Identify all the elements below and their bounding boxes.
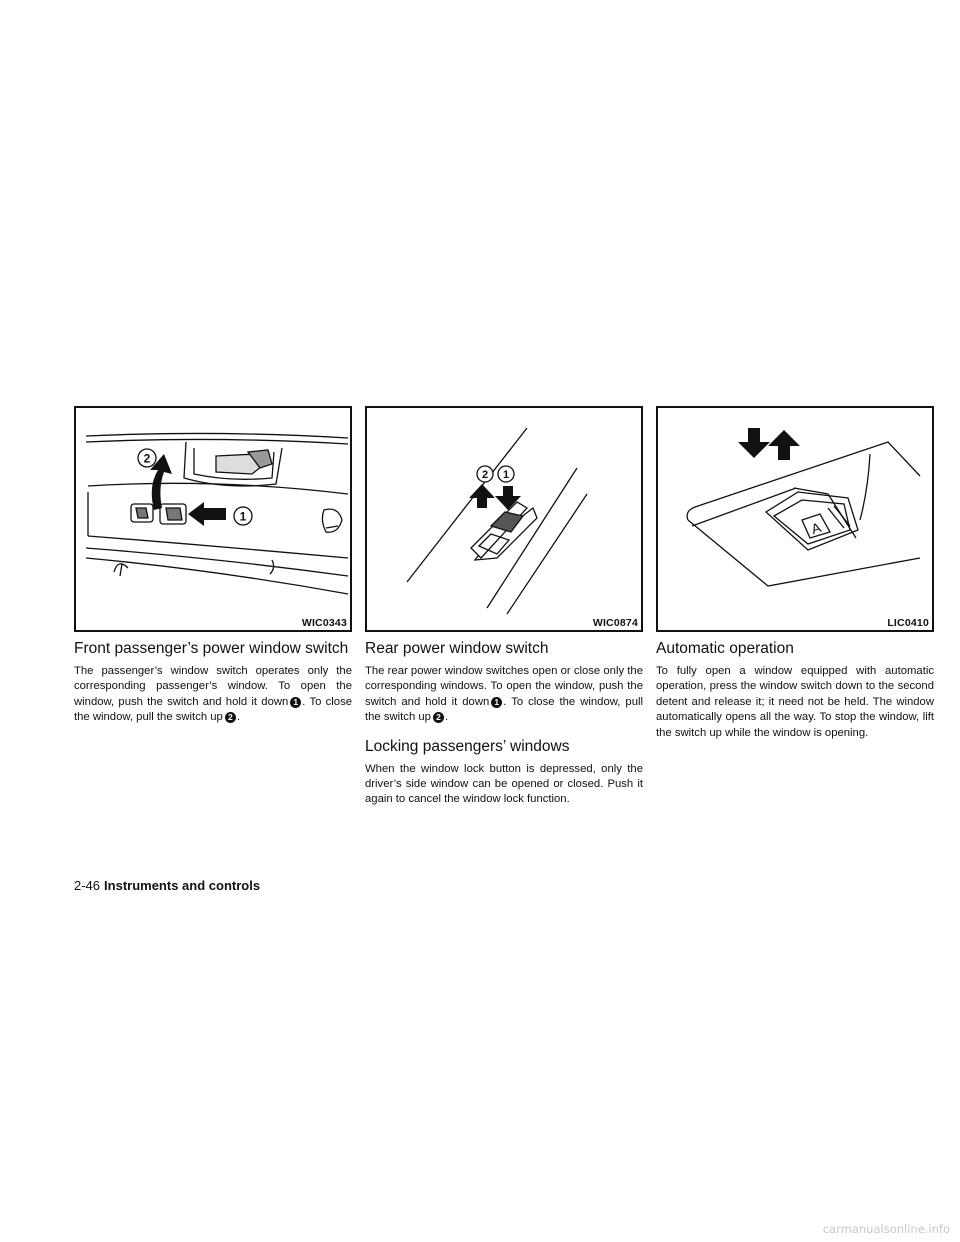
- section-name: Instruments and controls: [104, 878, 261, 893]
- section-body: When the window lock button is depressed, only the driver’s side window can be opened or closed. Push it again to cancel the window lock function.: [365, 762, 643, 806]
- section-title: Front passenger’s power window switch: [74, 640, 349, 657]
- page-number: 2-46: [74, 878, 101, 893]
- marker-2: 2: [225, 712, 236, 723]
- switch-label: A: [809, 518, 823, 538]
- figure-code: WIC0343: [301, 617, 347, 629]
- rear-switch-illustration: [367, 408, 641, 630]
- page-footer: [74, 878, 260, 893]
- column-automatic: [656, 406, 934, 741]
- figure-code: WIC0874: [592, 617, 638, 629]
- figure-rear-window-switch: [365, 406, 643, 632]
- front-door-switch-illustration: [76, 408, 350, 630]
- marker-1: 1: [290, 697, 301, 708]
- column-front-passenger: [74, 406, 352, 726]
- section-body: The passenger’s window switch operates only the corresponding passenger’s window. To open the window, push the switch and hold it down 1 . To close the window, pull the switch up 2 .: [74, 665, 353, 724]
- automatic-switch-illustration: [658, 408, 932, 630]
- column-rear-window: [365, 406, 643, 808]
- callout-2: 2: [143, 451, 151, 466]
- section-title: Locking passengers’ windows: [365, 737, 570, 755]
- watermark[interactable]: carmanualsonline.info: [822, 1222, 950, 1236]
- figure-automatic-switch: [656, 406, 934, 632]
- callout-2: 2: [481, 469, 489, 481]
- section-title: Rear power window switch: [365, 640, 549, 657]
- section-body: The rear power window switches open or close only the corresponding windows. To open the window, push the switch and hold it down 1 . To close the window, pull the switch up 2 .: [365, 665, 643, 724]
- marker-2: 2: [433, 712, 444, 723]
- figure-code: LIC0410: [887, 617, 929, 629]
- figure-front-passenger-switch: [74, 406, 352, 632]
- section-title: Automatic operation: [656, 640, 794, 657]
- callout-1: 1: [502, 469, 510, 481]
- callout-1: 1: [239, 509, 247, 524]
- marker-1: 1: [491, 697, 502, 708]
- section-body: To fully open a window equipped with automatic operation, press the window switch down to the second detent and release it; it need not be held. The window automatically opens all the way. To stop the window, lift the switch up while the window is opening.: [656, 665, 934, 739]
